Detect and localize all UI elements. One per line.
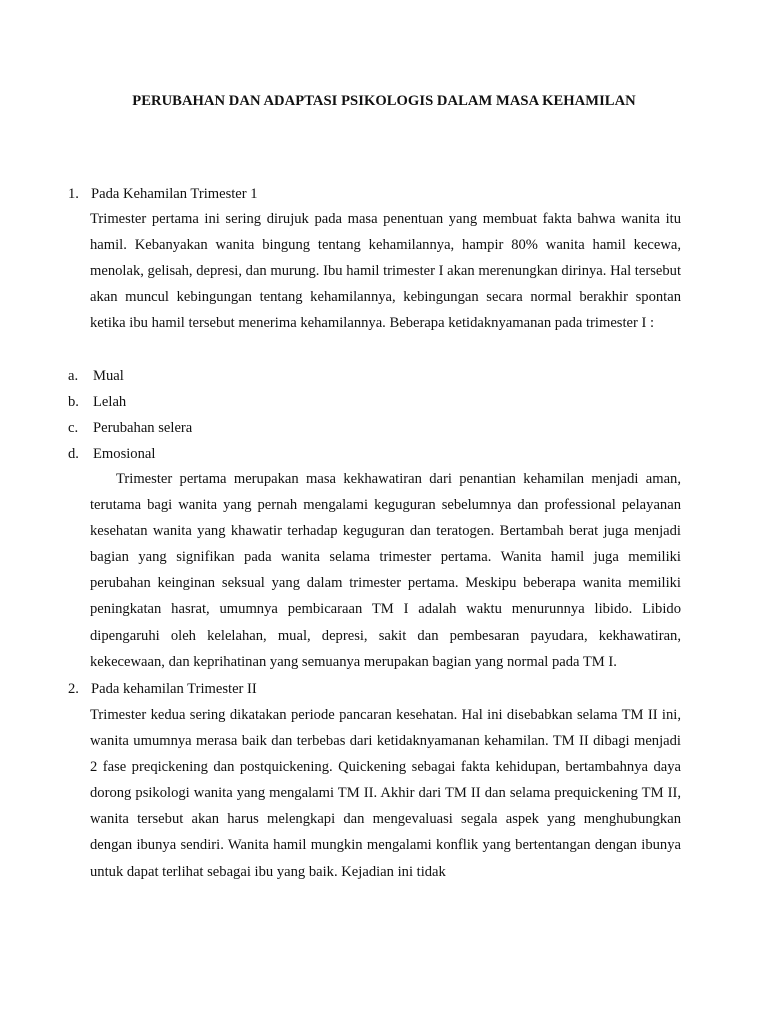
section-2-number: 2. — [68, 681, 79, 697]
list-item-b-text: Lelah — [93, 394, 127, 410]
list-item-d-text: Emosional — [93, 446, 156, 462]
section-2-intro: Trimester kedua sering dikatakan periode pancaran kesehatan. Hal ini disebabkan selama TM II ini, wanita umumnya merasa baik dan terbebas dari ketidaknyamanan kehamilan. TM II dibagi menjadi 2 fase preqickening dan postquickening. Quickening sebagai fakta kehidupan, bertambahnya daya dorong psikologi wanita yang mengalami TM II. Akhir dari TM II dan selama prequickening TM II, wanita tersebut akan harus melengkapi dan mengevaluasi segala aspek yang menghubungkan dengan ibunya sendiri. Wanita hamil mungkin mengalami konflik yang bertentangan dengan ibunya untuk dapat terlihat sebagai ibu yang baik. Kejadian ini tidak — [90, 707, 681, 880]
section-2-heading: Pada kehamilan Trimester II — [91, 681, 257, 697]
document-title: PERUBAHAN DAN ADAPTASI PSIKOLOGIS DALAM MASA KEHAMILAN — [132, 93, 636, 109]
list-item-b-letter: b. — [68, 394, 79, 410]
section-1-body: Trimester pertama merupakan masa kekhawatiran dari penantian kehamilan menjadi aman, terutama bagi wanita yang pernah mengalami keguguran sebelumnya dan professional pelayanan kesehatan wanita yang khawatir terhadap keguguran dan teratogen. Bertambah berat juga menjadi bagian yang signifikan pada wanita selama trimester pertama. Wanita hamil juga memiliki perubahan keinginan seksual yang dalam trimester pertama. Meskipu beberapa wanita memiliki peningkatan hasrat, umumnya pembicaraan TM I adalah waktu menurunnya libido. Libido dipengaruhi oleh kelelahan, mual, depresi, sakit dan pembesaran payudara, kekhawatiran, kekecewaan, dan keprihatinan yang semuanya merupakan bagian yang normal pada TM I. — [90, 471, 681, 670]
section-1-number: 1. — [68, 186, 79, 202]
list-item-a-letter: a. — [68, 368, 79, 384]
list-item-a-text: Mual — [93, 368, 124, 384]
section-1-intro: Trimester pertama ini sering dirujuk pada masa penentuan yang membuat fakta bahwa wanita itu hamil. Kebanyakan wanita bingung tentang kehamilannya, hampir 80% wanita hamil kecewa, menolak, gelisah, depresi, dan murung. Ibu hamil trimester I akan merenungkan dirinya. Hal tersebut akan muncul kebingungan tentang kehamilannya, kebingungan secara normal berakhir spontan ketika ibu hamil tersebut menerima kehamilannya. Beberapa ketidaknyamanan pada trimester I : — [90, 211, 681, 332]
list-item-c-letter: c. — [68, 420, 79, 436]
section-1-heading: Pada Kehamilan Trimester 1 — [91, 186, 258, 202]
list-item-c-text: Perubahan selera — [93, 420, 193, 436]
list-item-d-letter: d. — [68, 446, 79, 462]
